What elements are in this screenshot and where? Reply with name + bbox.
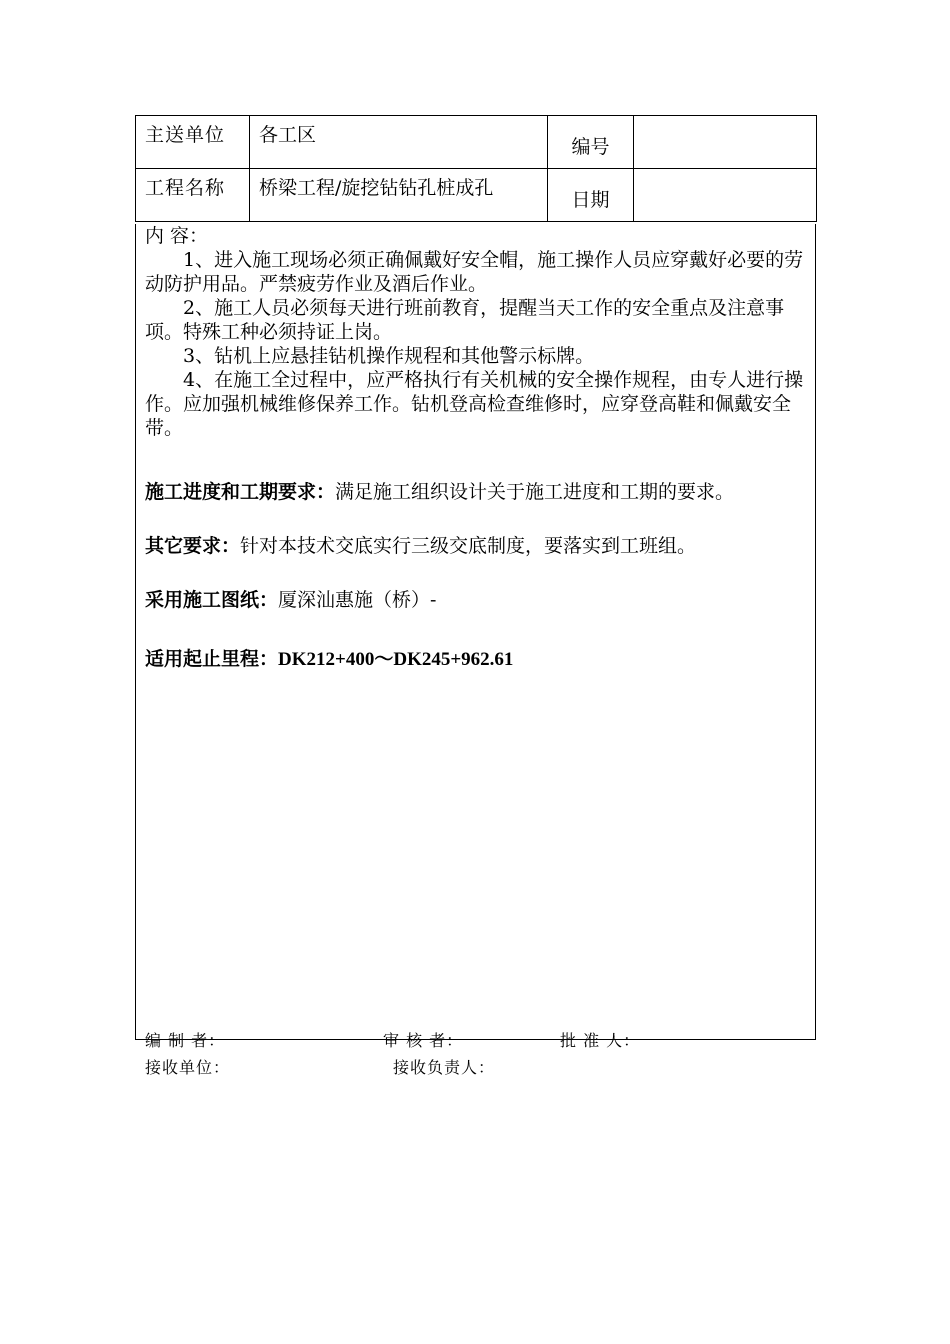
receiver-unit-label: 接收单位： — [145, 1058, 231, 1077]
schedule-text: 满足施工组织设计关于施工进度和工期的要求。 — [335, 481, 735, 503]
date-value — [634, 169, 817, 222]
mileage-label: 适用起止里程： — [145, 648, 279, 670]
other-text: 针对本技术交底实行三级交底制度，要落实到工班组。 — [240, 535, 697, 557]
sender-label: 主送单位 — [136, 116, 250, 169]
author-label: 编 制 者： — [145, 1031, 226, 1050]
drawing-text: 厦深汕惠施（桥）- — [278, 589, 437, 611]
content-body — [135, 224, 816, 1040]
receiver-person-label: 接收负责人： — [393, 1058, 496, 1077]
other-label: 其它要求： — [145, 535, 241, 557]
schedule-label: 施工进度和工期要求： — [145, 481, 336, 503]
mileage-text: DK212+400～DK245+962.61 — [278, 649, 514, 670]
drawing-label: 采用施工图纸： — [145, 589, 279, 611]
reviewer-label: 审 核 者： — [383, 1031, 464, 1050]
content-heading: 内 容： — [145, 225, 209, 247]
number-label: 编号 — [548, 116, 634, 169]
drawing-requirement — [145, 588, 806, 612]
project-value: 桥梁工程/旋挖钻钻孔桩成孔 — [250, 169, 548, 222]
mileage-requirement — [145, 647, 806, 672]
disclosure-form — [135, 115, 815, 1040]
other-requirement — [145, 534, 806, 558]
approver-label: 批 准 人： — [560, 1031, 641, 1050]
content-item-2: 2、施工人员必须每天进行班前教育，提醒当天工作的安全重点及注意事项。特殊工种必须持证上岗。 — [145, 297, 785, 343]
sender-value: 各工区 — [250, 116, 548, 169]
date-label: 日期 — [548, 169, 634, 222]
content-item-3: 3、钻机上应悬挂钻机操作规程和其他警示标牌。 — [183, 345, 595, 367]
content-item-4: 4、在施工全过程中，应严格执行有关机械的安全操作规程，由专人进行操作。应加强机械维修保养工作。钻机登高检查维修时，应穿登高鞋和佩戴安全带。 — [145, 369, 804, 439]
number-value — [634, 116, 817, 169]
content-item-1: 1、进入施工现场必须正确佩戴好安全帽，施工操作人员应穿戴好必要的劳动防护用品。严禁疲劳作业及酒后作业。 — [145, 249, 804, 295]
project-label: 工程名称 — [136, 169, 250, 222]
schedule-requirement — [145, 480, 806, 504]
header-table — [135, 115, 817, 222]
